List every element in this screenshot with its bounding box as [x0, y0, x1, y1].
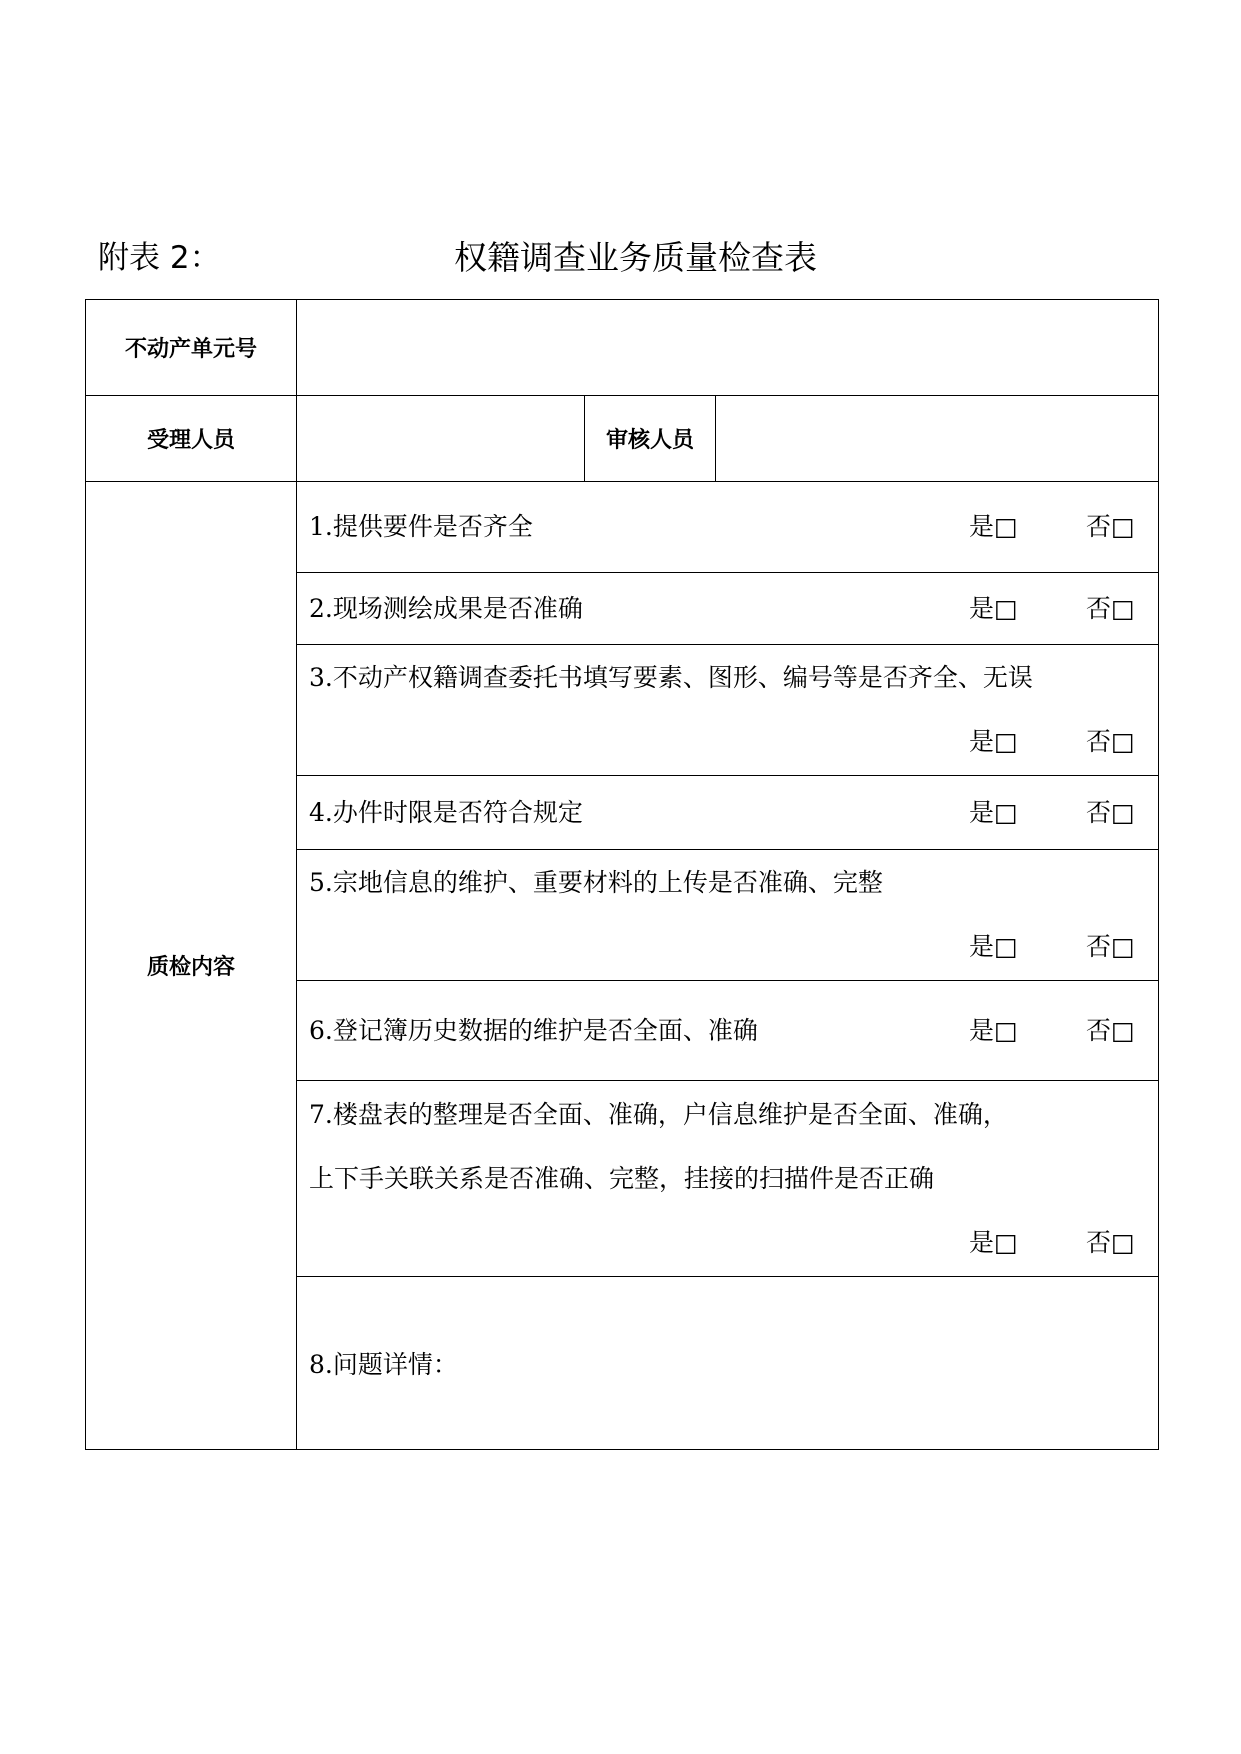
- check-item-text: 2.现场测绘成果是否准确: [309, 593, 583, 623]
- check-item-text: 4.办件时限是否符合规定: [309, 797, 583, 827]
- yes-checkbox[interactable]: 是□: [969, 727, 1018, 756]
- no-checkbox[interactable]: 否□: [1086, 797, 1135, 827]
- yes-checkbox[interactable]: 是□: [969, 512, 1018, 541]
- yes-checkbox[interactable]: 是□: [969, 1015, 1018, 1045]
- yes-checkbox[interactable]: 是□: [969, 593, 1018, 623]
- unit-number-label: 不动产单元号: [86, 300, 297, 396]
- check-item-row: [86, 482, 1159, 573]
- check-item-text: 3.不动产权籍调查委托书填写要素、图形、编号等是否齐全、无误: [309, 663, 1033, 692]
- check-item-6: [297, 981, 1159, 1081]
- personnel-row: [86, 396, 1159, 482]
- no-checkbox[interactable]: 否□: [1086, 1015, 1135, 1045]
- check-item-text: 6.登记簿历史数据的维护是否全面、准确: [309, 1015, 758, 1045]
- quality-check-table: [85, 299, 1159, 1450]
- qc-content-label: 质检内容: [86, 482, 297, 1450]
- reviewer-field[interactable]: [716, 396, 1159, 482]
- no-checkbox[interactable]: 否□: [1086, 727, 1135, 756]
- check-item-3: [297, 645, 1159, 776]
- yes-checkbox[interactable]: 是□: [969, 1227, 1018, 1257]
- document-title: 权籍调查业务质量检查表: [454, 238, 817, 277]
- check-item-7: [297, 1081, 1159, 1277]
- unit-number-row: [86, 300, 1159, 396]
- acceptor-field[interactable]: [297, 396, 585, 482]
- unit-number-field[interactable]: [297, 300, 1159, 396]
- yes-checkbox[interactable]: 是□: [969, 932, 1018, 961]
- check-item-text: 5.宗地信息的维护、重要材料的上传是否准确、完整: [309, 868, 883, 897]
- check-item-1: [297, 482, 1159, 573]
- reviewer-label: 审核人员: [585, 396, 716, 482]
- appendix-label: 附表 2：: [98, 240, 221, 276]
- no-checkbox[interactable]: 否□: [1086, 1227, 1135, 1257]
- acceptor-label: 受理人员: [86, 396, 297, 482]
- issue-details-field[interactable]: [297, 1277, 1159, 1450]
- check-item-4: [297, 776, 1159, 850]
- no-checkbox[interactable]: 否□: [1086, 932, 1135, 961]
- no-checkbox[interactable]: 否□: [1086, 593, 1135, 623]
- check-item-2: [297, 573, 1159, 645]
- check-item-5: [297, 850, 1159, 981]
- yes-checkbox[interactable]: 是□: [969, 797, 1018, 827]
- check-item-text-line2: 上下手关联关系是否准确、完整，挂接的扫描件是否正确: [309, 1163, 935, 1193]
- check-item-text: 1.提供要件是否齐全: [309, 512, 533, 541]
- issue-details-label: 8.问题详情：: [309, 1350, 458, 1379]
- check-item-text-line1: 7.楼盘表的整理是否全面、准确，户信息维护是否全面、准确，: [309, 1099, 1008, 1129]
- no-checkbox[interactable]: 否□: [1086, 512, 1135, 541]
